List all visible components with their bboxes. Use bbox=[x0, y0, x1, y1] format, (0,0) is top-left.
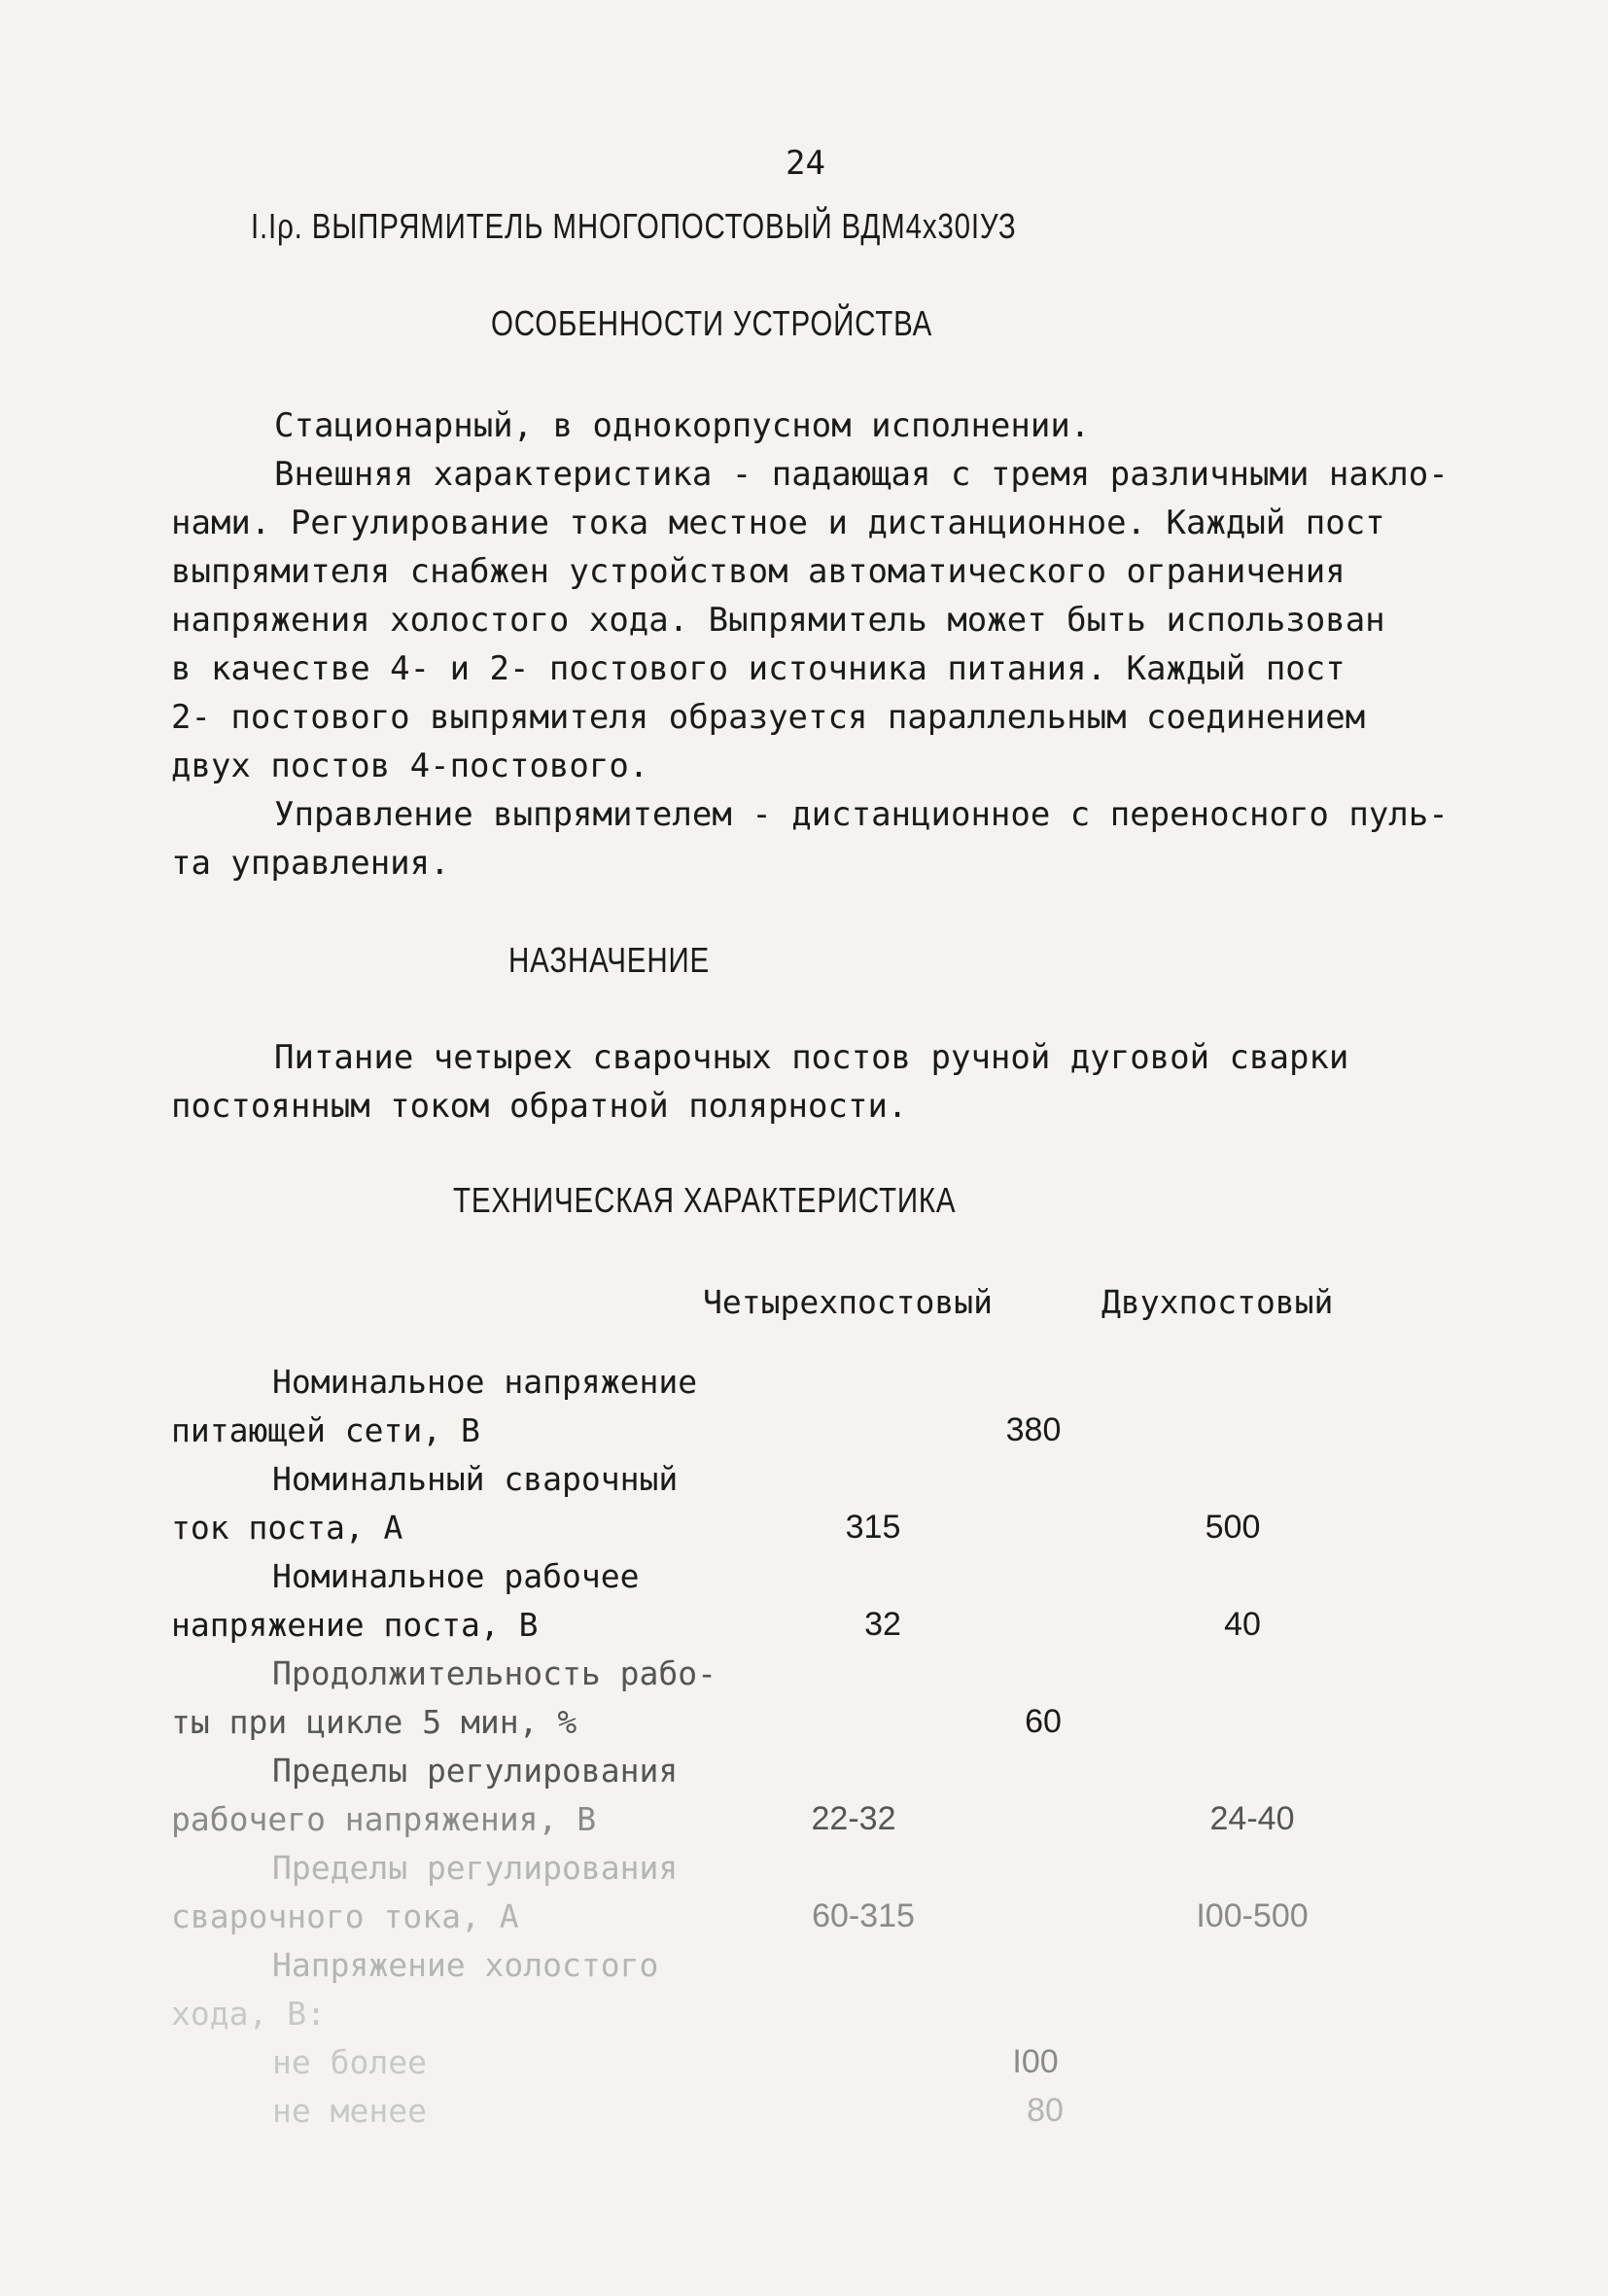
page-number: 24 bbox=[786, 144, 825, 183]
spec-label: ты при цикле 5 мин, % bbox=[171, 1703, 577, 1741]
spec-label: не менее bbox=[272, 2092, 427, 2130]
spec-value-two: 40 bbox=[1224, 1606, 1261, 1643]
spec-value-four: 32 bbox=[864, 1606, 901, 1643]
spec-value-four: 60-315 bbox=[812, 1897, 915, 1934]
spec-value-two: 24-40 bbox=[1209, 1800, 1295, 1837]
features-line: Внешняя характеристика - падающая с тремя различными накло- bbox=[274, 455, 1449, 494]
spec-value-two: 500 bbox=[1205, 1509, 1261, 1546]
purpose-line: Питание четырех сварочных постов ручной дуговой сварки bbox=[274, 1038, 1349, 1077]
spec-label: Пределы регулирования bbox=[272, 1849, 679, 1887]
features-line: та управления. bbox=[171, 844, 450, 883]
spec-value-two: I00-500 bbox=[1196, 1897, 1309, 1934]
features-line: двух постов 4-постового. bbox=[171, 747, 649, 785]
spec-label: Напряжение холостого bbox=[272, 1946, 659, 1984]
spec-label: Номинальное рабочее bbox=[272, 1557, 640, 1595]
spec-label: Номинальный сварочный bbox=[272, 1460, 679, 1498]
spec-value-common: 60 bbox=[1025, 1703, 1062, 1740]
specs-heading: ТЕХНИЧЕСКАЯ ХАРАКТЕРИСТИКА bbox=[453, 1180, 957, 1220]
spec-label: Номинальное напряжение bbox=[272, 1363, 698, 1401]
spec-label: ток поста, А bbox=[171, 1509, 403, 1547]
spec-value-common: I00 bbox=[1012, 2043, 1059, 2080]
features-line: в качестве 4- и 2- постового источника питания. Каждый пост bbox=[171, 649, 1346, 688]
features-line: выпрямителя снабжен устройством автоматического ограничения bbox=[171, 552, 1346, 591]
col-header-four-post: Четырехпостовый bbox=[703, 1283, 994, 1321]
features-line: напряжения холостого хода. Выпрямитель может быть использован bbox=[171, 601, 1385, 640]
col-header-two-post: Двухпостовый bbox=[1101, 1283, 1334, 1321]
spec-label: рабочего напряжения, В bbox=[171, 1800, 597, 1838]
spec-label: питающей сети, В bbox=[171, 1411, 480, 1449]
spec-label: напряжение поста, В bbox=[171, 1606, 539, 1644]
spec-label: хода, В: bbox=[171, 1995, 326, 2033]
purpose-line: постоянным током обратной полярности. bbox=[171, 1087, 908, 1126]
features-line: нами. Регулирование тока местное и дистанционное. Каждый пост bbox=[171, 504, 1385, 542]
spec-label: Пределы регулирования bbox=[272, 1752, 679, 1790]
features-line: 2- постового выпрямителя образуется параллельным соединением bbox=[171, 698, 1366, 737]
features-line: Управление выпрямителем - дистанционное с переносного пуль- bbox=[274, 795, 1449, 834]
spec-value-four: 315 bbox=[845, 1509, 901, 1546]
spec-label: не более bbox=[272, 2043, 427, 2081]
spec-label: сварочного тока, А bbox=[171, 1897, 519, 1935]
features-heading: ОСОБЕННОСТИ УСТРОЙСТВА bbox=[491, 303, 933, 343]
features-line: Стационарный, в однокорпусном исполнении. bbox=[274, 406, 1091, 445]
spec-label: Продолжительность рабо- bbox=[272, 1654, 717, 1692]
spec-value-common: 380 bbox=[1005, 1411, 1062, 1448]
section-title: I.Iρ. ВЫПРЯМИТЕЛЬ МНОГОПОСТОВЫЙ ВДМ4х30IУЗ bbox=[251, 206, 1017, 246]
purpose-heading: НАЗНАЧЕНИЕ bbox=[508, 940, 710, 980]
spec-value-common: 80 bbox=[1027, 2092, 1064, 2129]
spec-value-four: 22-32 bbox=[811, 1800, 896, 1837]
